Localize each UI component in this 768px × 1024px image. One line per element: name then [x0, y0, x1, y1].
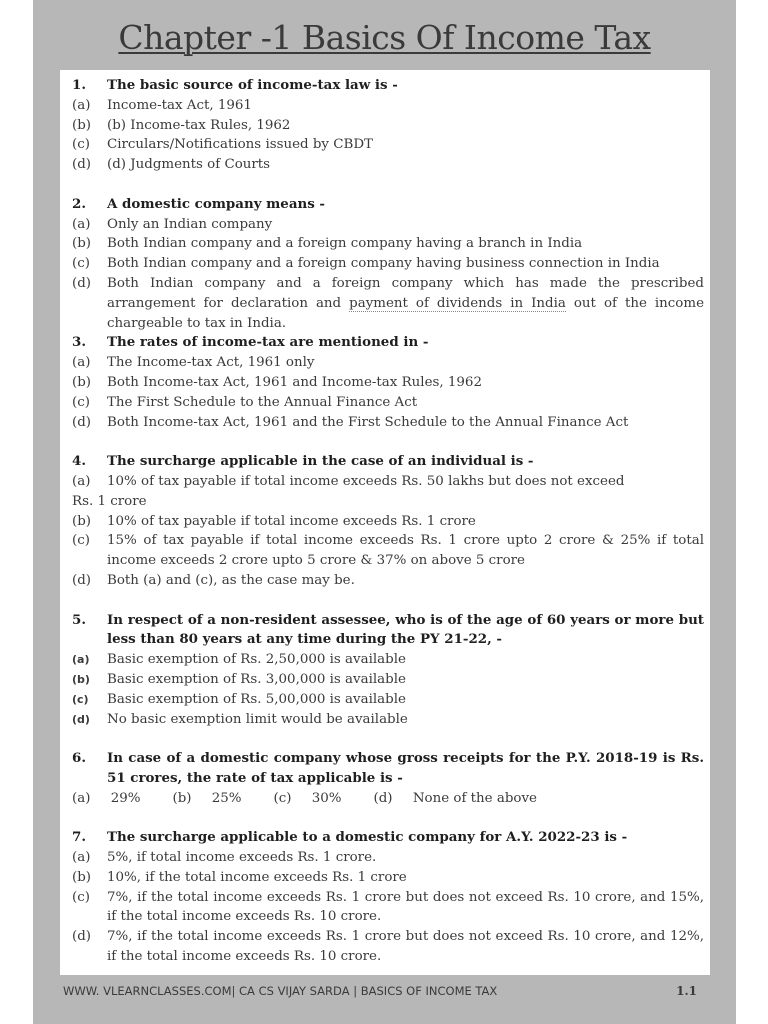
option-text: (b) Income-tax Rules, 1962	[107, 117, 291, 133]
option-label: (a)	[72, 216, 91, 232]
option	[72, 472, 704, 492]
dotted-link-text: payment of dividends in India	[349, 295, 566, 311]
option	[72, 96, 704, 116]
option	[72, 155, 704, 175]
question-number: 3.	[72, 334, 86, 351]
question-5	[72, 611, 704, 651]
option	[72, 274, 704, 333]
option-label: (a)	[72, 97, 91, 113]
footer-text: WWW. VLEARNCLASSES.COM| CA CS VIJAY SARDA | BASICS OF INCOME TAX	[63, 984, 498, 998]
option-label: (b)	[72, 117, 92, 133]
question-6	[72, 749, 704, 789]
option	[72, 135, 704, 155]
option-label: (d)	[72, 157, 92, 173]
option-label: (a)	[72, 850, 91, 866]
option	[72, 531, 704, 571]
question-4	[72, 452, 704, 472]
question-number: 5.	[72, 611, 86, 628]
option-label: (c)	[72, 137, 90, 153]
option-text: The First Schedule to the Annual Finance Act	[107, 394, 418, 410]
option-text: The Income-tax Act, 1961 only	[107, 355, 315, 371]
question-text: A domestic company means -	[107, 195, 325, 212]
option-text: 10%, if the total income exceeds Rs. 1 crore	[107, 869, 407, 885]
option-text: Circulars/Notifications issued by CBDT	[107, 137, 373, 153]
question-number: 1.	[72, 77, 86, 93]
option-inline: (d) None of the above	[373, 790, 537, 806]
option	[72, 512, 704, 532]
option	[72, 215, 704, 235]
option-label: (d)	[72, 929, 92, 945]
option	[72, 848, 704, 868]
option-text: Income-tax Act, 1961	[107, 97, 252, 113]
option-inline: (a) 29%	[72, 790, 141, 806]
option-continuation: Rs. 1 crore	[72, 493, 147, 509]
option	[72, 710, 704, 730]
option-label: (b)	[72, 374, 92, 390]
option-text-part: Both Indian company and a foreign company which has made the prescribed arrangement for declaration and	[107, 275, 704, 311]
option-text: 7%, if the total income exceeds Rs. 1 crore but does not exceed Rs. 10 crore, and 15%, if the total income exceeds Rs. 10 crore.	[107, 889, 704, 925]
option-label: (b)	[72, 513, 92, 529]
option-text: No basic exemption limit would be available	[107, 711, 408, 727]
question-text: The surcharge applicable in the case of an individual is -	[107, 453, 534, 470]
option	[72, 234, 704, 254]
question-number: 4.	[72, 453, 86, 470]
option	[72, 868, 704, 888]
option-text: Both (a) and (c), as the case may be.	[107, 572, 355, 588]
option-text: 5%, if total income exceeds Rs. 1 crore.	[107, 850, 377, 866]
question-text: In respect of a non-resident assessee, who is of the age of 60 years or more but less than 80 years at any time during the PY 21-22, -	[107, 611, 704, 648]
question-7	[72, 828, 704, 848]
content-panel	[60, 70, 710, 975]
option-label: (c)	[72, 256, 90, 272]
option-label: (a)	[72, 473, 91, 489]
option	[72, 373, 704, 393]
question-3	[72, 333, 704, 353]
option-text: 10% of tax payable if total income exceeds Rs. 50 lakhs but does not exceed	[107, 473, 625, 489]
page-title: Chapter -1 Basics Of Income Tax	[118, 18, 651, 57]
option-text: Basic exemption of Rs. 3,00,000 is available	[107, 671, 406, 687]
question-list	[72, 76, 704, 967]
option-label: (c)	[72, 692, 89, 706]
question-number: 2.	[72, 195, 86, 212]
option-label: (c)	[72, 889, 90, 905]
option	[72, 927, 704, 967]
option-label: (c)	[72, 394, 90, 410]
option	[72, 888, 704, 928]
question-number: 6.	[72, 750, 86, 767]
option-text: Basic exemption of Rs. 2,50,000 is available	[107, 652, 406, 668]
option	[72, 413, 704, 433]
option-text: (d) Judgments of Courts	[107, 157, 271, 173]
option	[72, 353, 704, 373]
option-text: 10% of tax payable if total income exceeds Rs. 1 crore	[107, 513, 476, 529]
option-text	[107, 274, 704, 333]
option-text: 7%, if the total income exceeds Rs. 1 crore but does not exceed Rs. 10 crore, and 12%, if the total income exceeds Rs. 10 crore.	[107, 929, 704, 965]
option	[72, 571, 704, 591]
question-2	[72, 195, 704, 215]
option	[72, 393, 704, 413]
question-number: 7.	[72, 829, 86, 846]
option-label: (a)	[72, 653, 90, 667]
option-text-part: out of the income chargeable to tax in India.	[107, 295, 704, 331]
option	[72, 670, 704, 690]
option-label: (d)	[72, 414, 92, 430]
option-label: (d)	[72, 572, 92, 588]
option-inline: (b) 25%	[172, 790, 242, 806]
option-text: Basic exemption of Rs. 5,00,000 is available	[107, 691, 406, 707]
option-text: 15% of tax payable if total income exceeds Rs. 1 crore upto 2 crore & 25% if total income exceeds 2 crore upto 5 crore & 37% on above 5 crore	[107, 533, 704, 569]
option-text: Both Income-tax Act, 1961 and Income-tax Rules, 1962	[107, 374, 482, 390]
option-text: Both Indian company and a foreign company having a branch in India	[107, 236, 583, 252]
option	[72, 254, 704, 274]
option	[72, 650, 704, 670]
option-label: (b)	[72, 672, 90, 686]
inline-options	[72, 789, 704, 809]
question-text: In case of a domestic company whose gross receipts for the P.Y. 2018-19 is Rs. 51 crores, the rate of tax applicable is -	[107, 750, 704, 786]
page-number: 1.1	[676, 984, 697, 998]
option-label: (c)	[72, 533, 90, 549]
option-label: (d)	[72, 712, 90, 726]
option	[72, 116, 704, 136]
question-text: The rates of income-tax are mentioned in -	[107, 334, 429, 351]
option-label: (b)	[72, 869, 92, 885]
question-1	[72, 76, 704, 96]
question-text: The surcharge applicable to a domestic company for A.Y. 2022-23 is -	[107, 829, 628, 846]
option-label: (b)	[72, 236, 92, 252]
page-footer	[63, 984, 697, 998]
option-text: Only an Indian company	[107, 216, 273, 232]
question-text: The basic source of income-tax law is -	[107, 77, 398, 93]
option-label: (a)	[72, 355, 91, 371]
option-label: (d)	[72, 275, 92, 291]
option-inline: (c) 30%	[273, 790, 342, 806]
option	[72, 690, 704, 710]
option-text: Both Indian company and a foreign company having business connection in India	[107, 256, 660, 272]
option-text: Both Income-tax Act, 1961 and the First Schedule to the Annual Finance Act	[107, 414, 629, 430]
